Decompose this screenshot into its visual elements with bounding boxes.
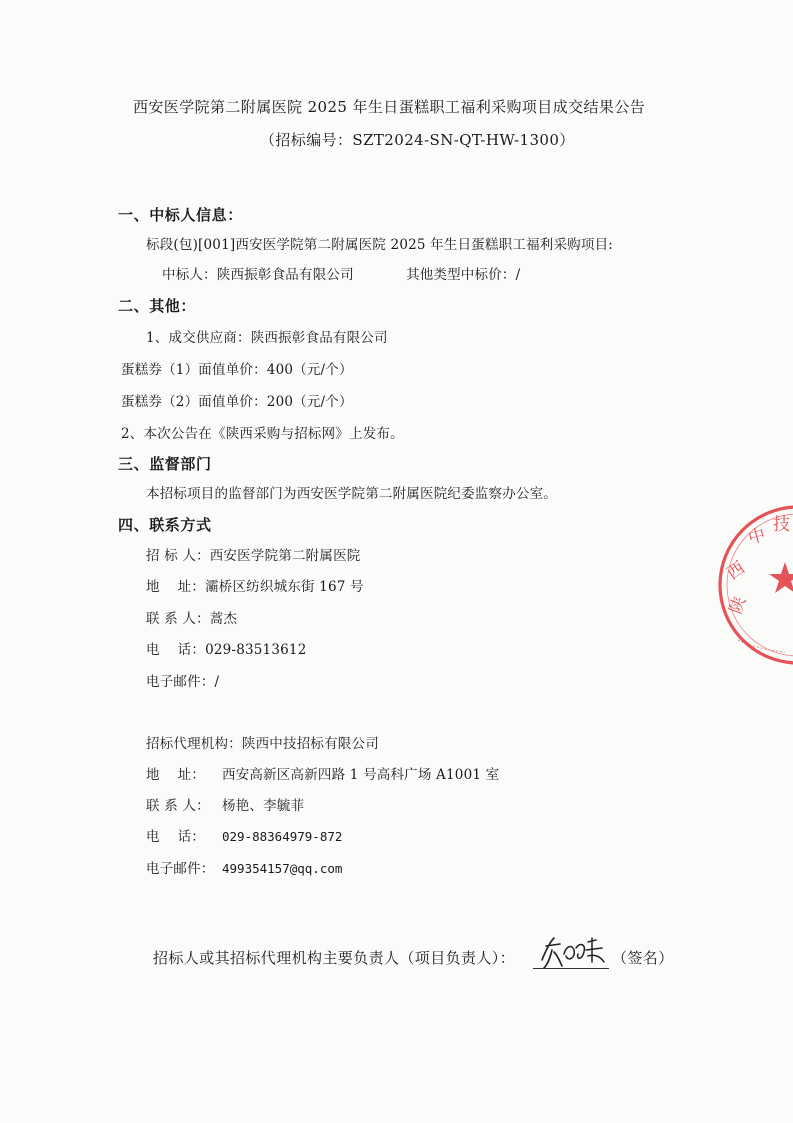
section-heading-other: 二、其他： xyxy=(118,297,197,315)
winner-name: 中标人：陕西振彰食品有限公司 xyxy=(162,267,354,283)
coupon-1-price: 蛋糕券（1）面值单价：400（元/个） xyxy=(121,362,353,378)
svg-text:中: 中 xyxy=(746,525,768,549)
tenderer-contact: 联 系 人：蒿杰 xyxy=(146,611,238,627)
tenderer-address: 地 址：灞桥区纺织城东街 167 号 xyxy=(146,579,364,595)
svg-text:技: 技 xyxy=(773,515,790,535)
section-heading-winner: 一、中标人信息： xyxy=(118,206,243,224)
tender-number: （招标编号：SZT2024-SN-QT-HW-1300） xyxy=(260,131,575,149)
coupon-2-price: 蛋糕券（2）面值单价：200（元/个） xyxy=(121,394,353,410)
agency-contact-label: 联 系 人： xyxy=(146,798,210,814)
tenderer-name: 招 标 人：西安医学院第二附属医院 xyxy=(146,548,361,564)
agency-email: 499354157@qq.com xyxy=(222,861,343,876)
tenderer-email: 电子邮件：/ xyxy=(146,674,220,690)
document-title: 西安医学院第二附属医院 2025 年生日蛋糕职工福利采购项目成交结果公告 xyxy=(133,98,646,116)
agency-phone: 029-88364979-872 xyxy=(222,829,343,844)
tenderer-phone: 电 话：029-83513612 xyxy=(146,642,307,658)
svg-text:陕: 陕 xyxy=(725,593,751,617)
supplier-line: 1、成交供应商：陕西振彰食品有限公司 xyxy=(146,330,388,346)
supervision-text: 本招标项目的监督部门为西安医学院第二附属医院纪委监察办公室。 xyxy=(146,486,557,502)
signature-suffix: （签名） xyxy=(612,949,674,967)
agency-email-label: 电子邮件： xyxy=(146,861,215,877)
agency-address-label: 地 址： xyxy=(146,767,206,783)
lot-line: 标段(包)[001]西安医学院第二附属医院 2025 年生日蛋糕职工福利采购项目: xyxy=(146,237,614,253)
handwritten-signature xyxy=(536,932,610,972)
agency-address: 西安高新区高新四路 1 号高科广场 A1001 室 xyxy=(222,767,500,783)
stamp-seal xyxy=(710,500,793,670)
section-heading-supervision: 三、监督部门 xyxy=(118,455,212,473)
svg-text:西: 西 xyxy=(723,557,749,585)
signature-prefix: 招标人或其招标代理机构主要负责人（项目负责人）： xyxy=(153,949,516,967)
agency-name: 招标代理机构：陕西中技招标有限公司 xyxy=(146,736,379,752)
agency-contact: 杨艳、李毓菲 xyxy=(222,798,305,814)
publish-line: 2、本次公告在《陕西采购与招标网》上发布。 xyxy=(121,426,404,442)
section-heading-contact: 四、联系方式 xyxy=(118,516,212,534)
other-price: 其他类型中标价：/ xyxy=(406,267,521,283)
agency-phone-label: 电 话： xyxy=(146,829,206,845)
